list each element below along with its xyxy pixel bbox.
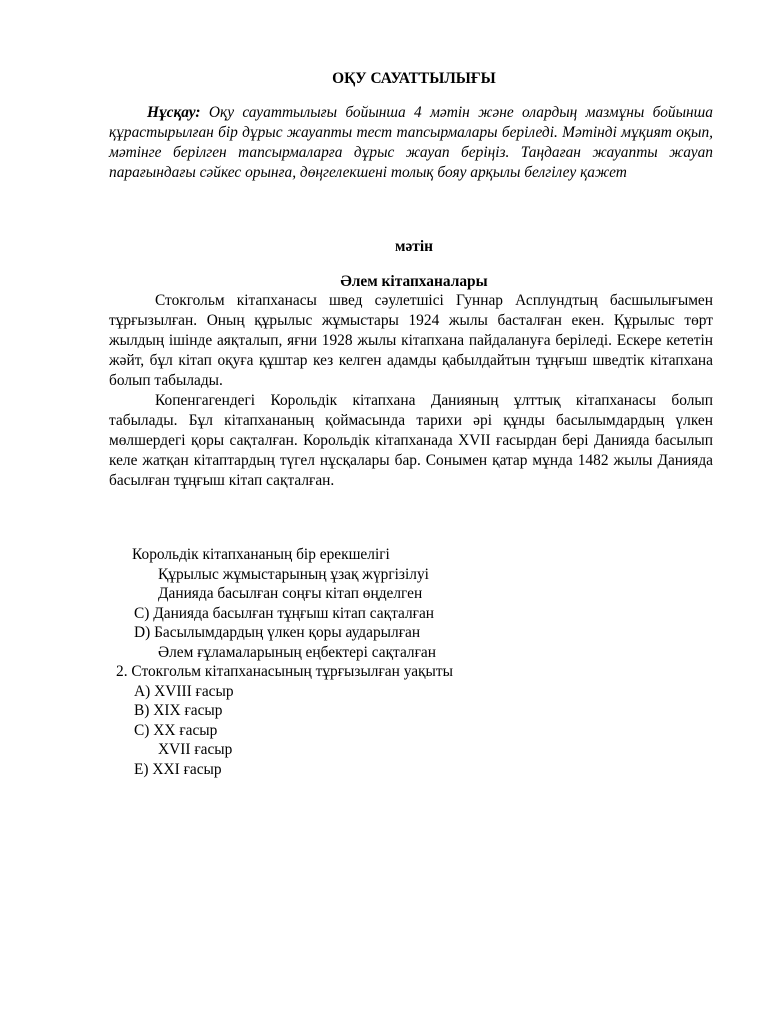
question-1-text: Корольдік кітапхананың бір ерекшелігі — [132, 546, 390, 563]
question-2-option: A) XVIII ғасыр — [134, 683, 234, 700]
question-1-option: D) Басылымдардың үлкен қоры аударылған — [134, 624, 421, 641]
question-1-option: Әлем ғұламаларының еңбектері сақталған — [158, 644, 436, 661]
instruction-text: Оқу сауаттылығы бойынша 4 мәтін және олардың мазмұны бойынша құрастырылған бір дұрыс жауапты тест тапсырмалары беріледі. Мәтінді мұқият оқып, мәтінге берілген тапсырмаларға дұрыс жауап беріңіз. Таңдаған жауапты жауап парағындағы сәйкес орынға, дөңгелекшені толық бояу арқылы белгілеу қажет — [109, 104, 713, 181]
section-label: мәтін — [394, 238, 434, 255]
question-1-option: Данияда басылған соңғы кітап өңделген — [158, 585, 423, 602]
question-2-option: B) XIX ғасыр — [134, 702, 223, 719]
paragraph: Копенгагендегі Корольдік кітапхана Данияның ұлттық кітапханасы болып табылады. Бұл кітапхананың қоймасында тарихи әрі құнды басылымдардың үлкен мөлшердегі қоры сақталған. Корольдік кітапханада XVII ғасырдан бері Данияда басылып келе жатқан кітаптардың түгел нұсқалары бар. Сонымен қатар мұнда 1482 жылы Данияда басылған тұңғыш кітап сақталған. — [109, 392, 713, 489]
question-2-option: XVII ғасыр — [158, 741, 233, 758]
question-1-option: Құрылыс жұмыстарының ұзақ жүргізілуі — [158, 566, 429, 583]
question-1-option: C) Данияда басылған тұңғыш кітап сақталған — [134, 605, 435, 622]
document-title: ОҚУ САУАТТЫЛЫҒЫ — [332, 70, 496, 87]
text-title: Әлем кітапханалары — [340, 273, 488, 290]
text-body — [109, 291, 713, 491]
instruction-block — [109, 103, 713, 183]
paragraph: Стокгольм кітапханасы швед сәулетшісі Гуннар Асплундтың басшылығымен тұрғызылған. Оның құрылыс жұмыстары 1924 жылы басталған екен. Құрылыс төрт жылдың ішінде аяқталып, яғни 1928 жылы кітапхана пайдалануға беріледі. Ескере кететін жәйт, бұл кітап оқуға құштар кез келген адамды қабылдайтын тұңғыш шведтік кітапхана болып табылады. — [109, 292, 713, 389]
question-2-text: 2. Стокгольм кітапханасының тұрғызылған уақыты — [116, 663, 453, 680]
question-2-option: C) XX ғасыр — [134, 722, 218, 739]
question-2-option: E) XXI ғасыр — [134, 761, 222, 778]
instruction-label: Нұсқау: — [147, 104, 201, 121]
